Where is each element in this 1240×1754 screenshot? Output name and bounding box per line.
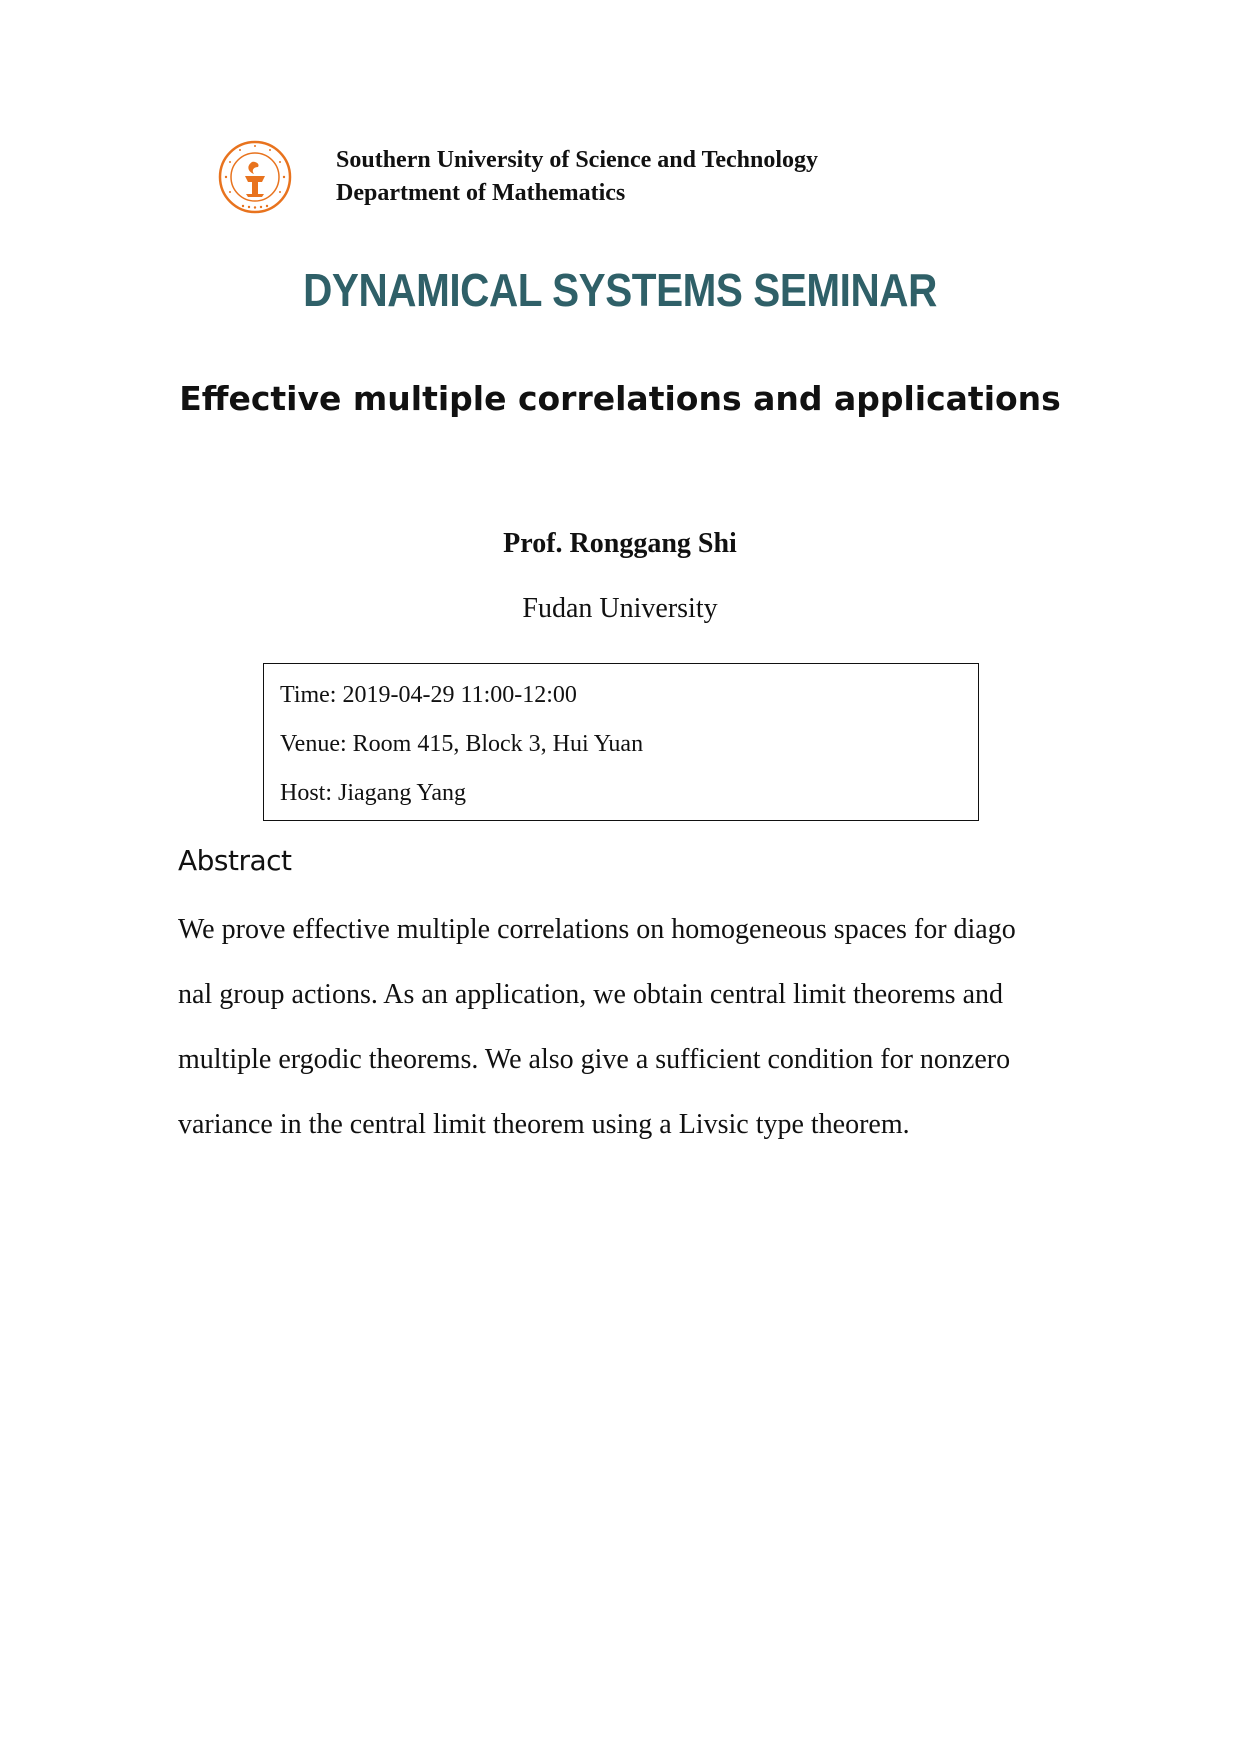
university-name: Southern University of Science and Technology bbox=[336, 147, 819, 173]
speaker-name: Prof. Ronggang Shi bbox=[503, 528, 737, 559]
abstract-line: variance in the central limit theorem using a Livsic type theorem. bbox=[178, 1109, 910, 1140]
header-institution bbox=[336, 144, 818, 210]
event-venue: Venue: Room 415, Block 3, Hui Yuan bbox=[280, 731, 644, 757]
department-name: Department of Mathematics bbox=[336, 180, 626, 206]
event-time: Time: 2019-04-29 11:00-12:00 bbox=[280, 682, 577, 708]
seminar-title: DYNAMICAL SYSTEMS SEMINAR bbox=[303, 264, 937, 316]
abstract-line: multiple ergodic theorems. We also give a sufficient condition for nonzero bbox=[178, 1044, 1011, 1075]
speaker-affiliation: Fudan University bbox=[522, 593, 718, 624]
event-host: Host: Jiagang Yang bbox=[280, 780, 467, 806]
abstract-heading: Abstract bbox=[178, 844, 292, 877]
abstract-line: nal group actions. As an application, we obtain central limit theorems and bbox=[178, 979, 1004, 1010]
talk-title: Effective multiple correlations and applications bbox=[179, 379, 1061, 418]
abstract-line: We prove effective multiple correlations on homogeneous spaces for diago bbox=[178, 914, 1016, 945]
university-seal-icon bbox=[218, 140, 292, 214]
event-details-box bbox=[263, 663, 979, 821]
